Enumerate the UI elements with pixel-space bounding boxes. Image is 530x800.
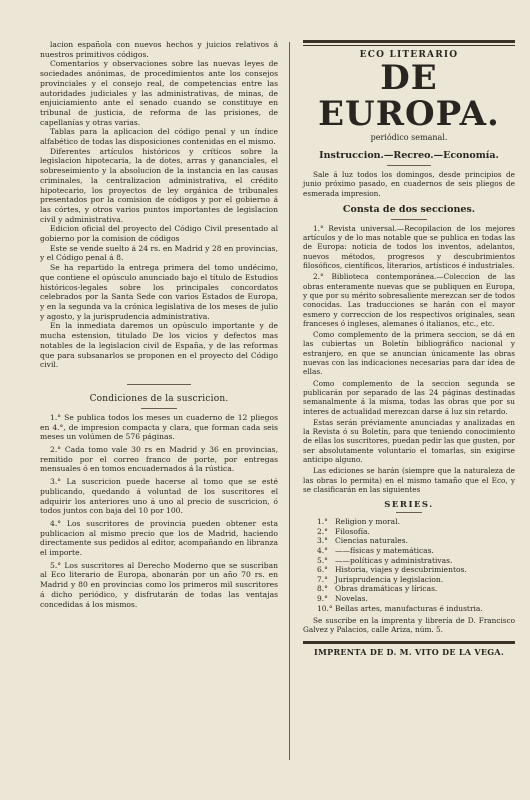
masthead-small: ECO LITERARIO [359,50,459,60]
imprint-rule [303,641,515,644]
paragraph: 1.° Revista universal.—Recopilacion de los mejores artículos y de lo mas notable que se publica en todas las de Europa: noticia de todos los inventos, adelantos, nuevos métodos, progresos y descubrimientos filosóficos, científicos, literarios, artísticos é industriales. [303,223,515,271]
paragraph: Comentarios y observaciones sobre las nuevas leyes de sociedades anónimas, de procedimientos ante los consejos provinciales y el consejo real, de competencias entre las autoridades judiciales y las administrativas, de minas, de enjuiciamiento ante el senado cuando se constituye en tribunal de justicia, de reforma de las prisiones, de capellanías y otras varias. [40,59,278,127]
paragraph: Como complemento de la seccion segunda se publicarán por separado de las 24 páginas destinadas semanalmente á la misma, todas las obras que por su interes de actualidad merezcan darse á luz sin retardo. [303,378,515,416]
paragraph: En la inmediata daremos un opúsculo importante y de mucha estension, titulado De los vicios y defectos mas notables de la legislacion civil de España, y de las reformas que para subsanarlos se proponen en el proyecto del Código civil. [40,321,278,370]
sections-title: Consta de dos secciones. [342,203,476,215]
paragraph: Como complemento de la primera seccion, se dá en las cubiertas un Boletín bibliográfico nacional y estranjero, en que se anuncian únicamente las obras nuevas con las indicaciones necesarias para dar idea de ellas. [303,330,515,377]
list-item: 7.° Jurisprudencia y legislacion. [317,574,444,584]
paragraph: Diferentes artículos históricos y críticos sobre la legislacion hipotecaria, la de dotes, arras y gananciales, el sobreseimiento y la absolucion de la instancia en las causas criminales, la centralizacion administrativa, el crédito hipotecario, los proyectos de ley orgánica de tribunales presentados por la comision de códigos y por el gobierno á las córtes, y otros varios puntos importantes de legislacion civil y administrativa. [40,146,278,224]
divider [127,384,191,385]
imprint: IMPRENTA DE D. M. VITO DE LA VEGA. [313,646,505,657]
condition-item: 5.° Los suscritores al Derecho Moderno que se suscriban al Eco literario de Europa, abonarán por un año 70 rs. en Madrid y 80 en provincias como los primeros mil suscritores á dicho periódico, y disfrutarán de todas las ventajas concedidas á los mismos. [40,560,278,609]
series-list [317,517,515,613]
condition-item: 2.° Cada tomo vale 30 rs en Madrid y 36 en provincias, remitido por el correo franco de porte, por entregas mensuales ó en tomos encuadernados á la rústica. [40,445,278,474]
left-column [40,40,278,609]
paragraph: lacion española con nuevos hechos y juicios relativos á nuestros primitivos códigos. [40,40,278,59]
paragraph: Se ha repartido la entrega primera del tomo undécimo, que contiene el opúsculo anunciado bajo el título de Estudios históricos-legales sobre los principales concordatos celebrados por la Santa Sede con varios Estados de Europa, y en la segunda va la crónica legislativa de los meses de julio y agosto, y la jurisprudencia administrativa. [40,263,278,321]
condition-item: 1.° Se publica todos los meses un cuaderno de 12 pliegos en 4.°, de impresion compacta y clara, que forman cada seis meses un volúmen de 576 páginas. [40,412,278,442]
condition-item: 3.° La suscricion puede hacerse al tomo que se esté publicando, quedando á voluntad de los suscritores el adquirir los anteriores uno á uno al precio de suscricion, ó todos juntos con baja del 10 por 100. [40,477,278,516]
motto: Instruccion.—Recreo.—Economía. [319,150,499,161]
masthead-title: DE EUROPA. [318,58,500,134]
column-rule [289,42,290,760]
paragraph: Las ediciones se harán (siempre que la naturaleza de las obras lo permita) en el mismo tamaño que el Eco, y se clasificarán en las siguientes [303,466,515,494]
divider [141,408,177,409]
masthead-rule-top [303,40,515,43]
paragraph: 2.° Biblioteca contemporánea.—Coleccion de las obras enteramente nuevas que se publiquen en Europa, y que por su mérito sobresaliente merezcan ser de todos conocidas. Las traducciones se harán con el mayor esmero y correccion de los respectivos originales, sean franceses ó ingleses, alemanes ó italianos, etc., etc. [303,272,515,328]
divider [396,512,422,513]
list-item: 8.° Obras dramáticas y líricas. [317,584,438,594]
masthead-subtitle: periódico semanal. [370,133,448,142]
series-title: SERIES. [384,500,434,511]
paragraph: Edicion oficial del proyecto del Código Civil presentado al gobierno por la comision de códigos [40,224,278,244]
right-column [303,40,515,657]
divider [391,219,427,220]
list-item: 6.° Historia, viajes y descubrimientos. [317,565,467,575]
condition-item: 4.° Los suscritores de provincia pueden obtener esta publicacion al mismo precio que los de Madrid, haciendo directamente sus pedidos al editor, acompañando en libranza el importe. [40,518,278,558]
list-item: 1.° Religion y moral. [317,517,400,527]
intro-paragraph: Sale á luz todos los domingos, desde principios de junio próximo pasado, en cuadernos de seis pliegos de esmerada impresion. [303,170,515,198]
divider [387,165,431,166]
paragraph: Tablas para la aplicacion del código penal y un índice alfabético de todas las disposiciones contenidas en el mismo. [40,127,278,147]
list-item: 10.° Bellas artes, manufacturas é industria. [317,603,483,613]
paragraph: Este se vende suelto á 24 rs. en Madrid y 28 en provincias, y el Código penal á 8. [40,243,278,263]
paragraph: Estas serán préviamente anunciadas y analizadas en la Revista ó su Boletín, para que teniendo conocimiento de ellas los suscritores, puedan pedir las que gusten, por ser absolutamente voluntario el tomarlas, sin exigirse anticipo alguno. [303,417,515,465]
list-item: 3.° Ciencias naturales. [317,536,408,546]
subscription-note: Se suscribe en la imprenta y librería de D. Francisco Galvez y Palacios, calle Ariza, núm. 5. [303,616,515,635]
list-item: 9.° Novelas. [317,593,368,603]
conditions-title: Condiciones de la suscricion. [89,393,229,404]
list-item: 2.° Filosofía. [317,526,370,536]
list-item: 4.° ——físicas y matemáticas. [317,545,434,555]
list-item: 5.° ——políticas y administrativas. [317,555,453,565]
